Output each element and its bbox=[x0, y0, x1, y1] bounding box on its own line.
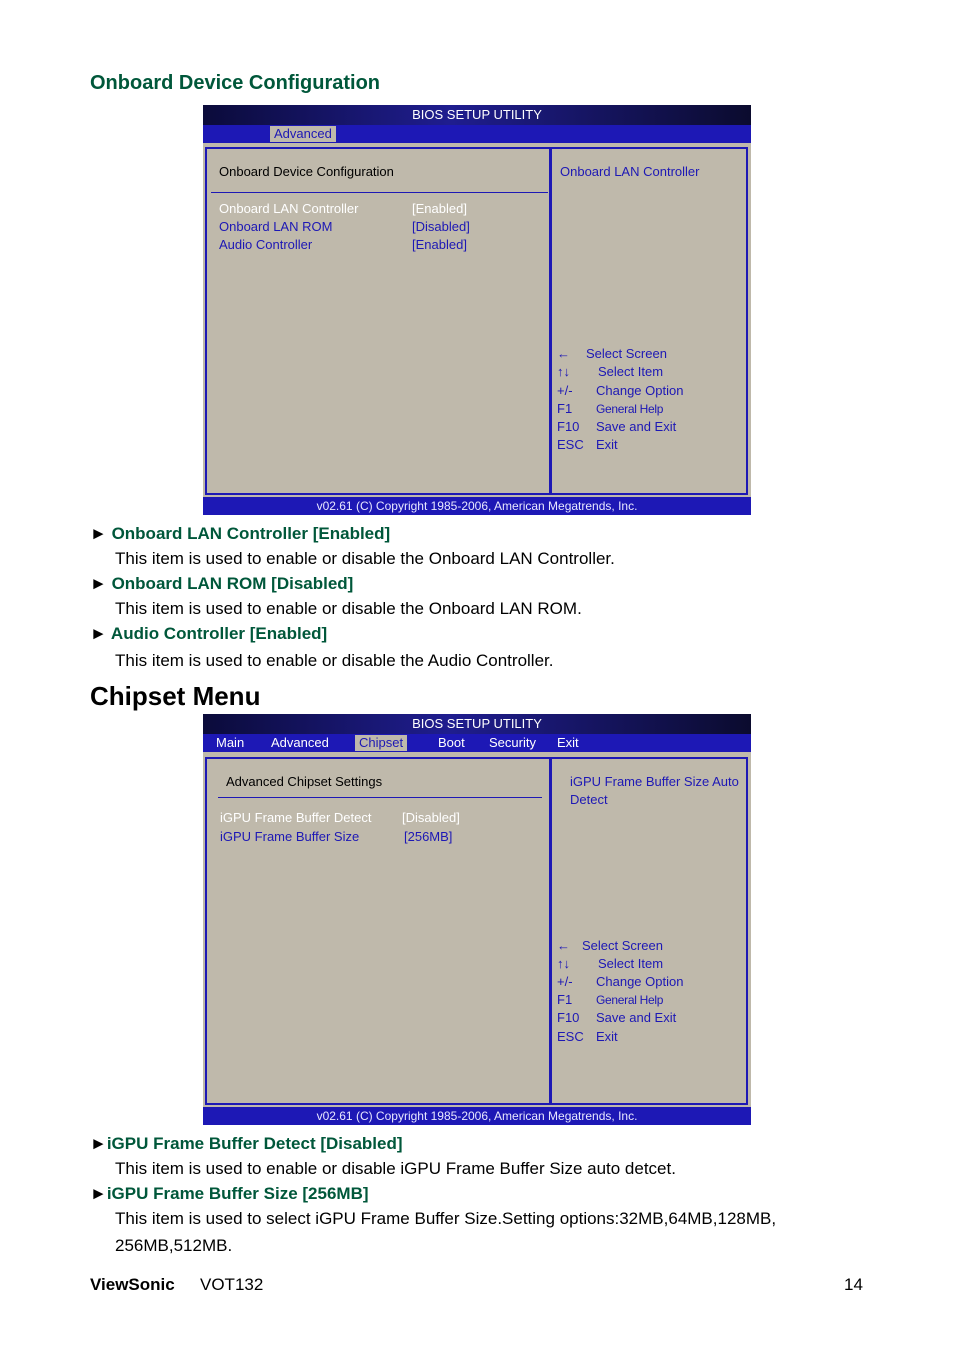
tab-boot[interactable]: Boot bbox=[438, 735, 465, 750]
tab-main[interactable]: Main bbox=[216, 735, 245, 750]
desc-title-igpu-frame-buffer-size: ►iGPU Frame Buffer Size [256MB] bbox=[90, 1184, 369, 1203]
bios-copyright-footer: v02.61 (C) Copyright 1985-2006, American Megatrends, Inc. bbox=[203, 497, 751, 515]
desc-title-onboard-lan-controller: ► Onboard LAN Controller [Enabled] bbox=[90, 524, 391, 543]
bios-screen-chipset bbox=[203, 714, 751, 1125]
arrow-bullet-icon: ► bbox=[90, 1134, 107, 1153]
panel-heading: Advanced Chipset Settings bbox=[226, 774, 383, 789]
key-f10: F10 bbox=[557, 419, 580, 434]
key-esc: ESC bbox=[557, 1029, 584, 1044]
footer-brand: ViewSonic bbox=[90, 1275, 175, 1294]
arrow-bullet-icon: ► bbox=[90, 524, 107, 543]
key-action-select-item: Select Item bbox=[598, 364, 664, 379]
option-onboard-lan-controller[interactable]: Onboard LAN Controller bbox=[219, 201, 359, 216]
value-onboard-lan-controller[interactable]: [Enabled] bbox=[412, 201, 467, 216]
panel-heading: Onboard Device Configuration bbox=[219, 164, 394, 179]
divider bbox=[211, 192, 548, 193]
key-action-save-exit: Save and Exit bbox=[596, 1010, 677, 1025]
value-audio-controller[interactable]: [Enabled] bbox=[412, 237, 467, 252]
key-action-select-screen: Select Screen bbox=[586, 346, 667, 361]
desc-text-onboard-lan-controller: This item is used to enable or disable the Onboard LAN Controller. bbox=[115, 549, 615, 568]
tab-security[interactable]: Security bbox=[489, 735, 536, 750]
help-text-line1: iGPU Frame Buffer Size Auto bbox=[570, 774, 739, 789]
bios-screen-onboard bbox=[203, 105, 751, 515]
bios-copyright-footer: v02.61 (C) Copyright 1985-2006, American Megatrends, Inc. bbox=[203, 1107, 751, 1125]
section-title-onboard-device: Onboard Device Configuration bbox=[90, 72, 381, 94]
key-action-exit: Exit bbox=[596, 1029, 618, 1044]
key-up-down: ↑↓ bbox=[557, 364, 570, 379]
key-plus-minus: +/- bbox=[557, 974, 573, 989]
bios-title-bar: BIOS SETUP UTILITY bbox=[203, 714, 751, 734]
bios-left-panel bbox=[205, 147, 551, 495]
key-esc: ESC bbox=[557, 437, 584, 452]
key-action-save-exit: Save and Exit bbox=[596, 419, 677, 434]
arrow-bullet-icon: ► bbox=[90, 574, 107, 593]
value-onboard-lan-rom[interactable]: [Disabled] bbox=[412, 219, 470, 234]
footer-model: VOT132 bbox=[200, 1275, 264, 1294]
key-action-general-help: General Help bbox=[596, 993, 664, 1007]
help-text-line2: Detect bbox=[570, 792, 608, 807]
key-left-arrow: ← bbox=[557, 938, 570, 953]
bios-help-panel bbox=[550, 757, 748, 1105]
key-left-arrow: ← bbox=[557, 346, 570, 361]
tab-advanced[interactable]: Advanced bbox=[271, 735, 329, 750]
key-action-select-screen: Select Screen bbox=[582, 938, 663, 953]
key-action-select-item: Select Item bbox=[598, 956, 664, 971]
key-up-down: ↑↓ bbox=[557, 956, 570, 971]
bios-title-bar: BIOS SETUP UTILITY bbox=[203, 105, 751, 125]
key-f10: F10 bbox=[557, 1010, 580, 1025]
option-igpu-frame-buffer-size[interactable]: iGPU Frame Buffer Size bbox=[220, 829, 360, 844]
divider bbox=[218, 797, 542, 798]
section-title-chipset-menu: Chipset Menu bbox=[90, 681, 261, 711]
desc-title-onboard-lan-rom: ► Onboard LAN ROM [Disabled] bbox=[90, 574, 354, 593]
value-igpu-frame-buffer-size[interactable]: [256MB] bbox=[404, 829, 453, 844]
bios-left-panel bbox=[205, 757, 551, 1105]
bios-help-panel bbox=[550, 147, 748, 495]
desc-title-audio-controller: ► Audio Controller [Enabled] bbox=[90, 624, 328, 643]
tab-advanced[interactable]: Advanced bbox=[270, 126, 336, 142]
option-onboard-lan-rom[interactable]: Onboard LAN ROM bbox=[219, 219, 333, 234]
desc-text-igpu-frame-buffer-detect: This item is used to enable or disable iGPU Frame Buffer Size auto detcet. bbox=[115, 1159, 676, 1178]
bios-menu-bar bbox=[203, 125, 751, 143]
desc-text-audio-controller: This item is used to enable or disable the Audio Controller. bbox=[115, 651, 554, 670]
key-action-general-help: General Help bbox=[596, 402, 664, 416]
option-igpu-frame-buffer-detect[interactable]: iGPU Frame Buffer Detect bbox=[220, 810, 372, 825]
desc-text-igpu-frame-buffer-size-line1: This item is used to select iGPU Frame Buffer Size.Setting options:32MB,64MB,128MB, bbox=[115, 1209, 777, 1228]
desc-text-igpu-frame-buffer-size-line2: 256MB,512MB. bbox=[115, 1236, 233, 1255]
key-f1: F1 bbox=[557, 992, 573, 1007]
arrow-bullet-icon: ► bbox=[90, 1184, 107, 1203]
key-action-exit: Exit bbox=[596, 437, 618, 452]
value-igpu-frame-buffer-detect[interactable]: [Disabled] bbox=[402, 810, 460, 825]
tab-chipset[interactable]: Chipset bbox=[355, 735, 407, 751]
tab-exit[interactable]: Exit bbox=[557, 735, 579, 750]
option-audio-controller[interactable]: Audio Controller bbox=[219, 237, 313, 252]
bios-menu-bar bbox=[203, 734, 751, 752]
desc-text-onboard-lan-rom: This item is used to enable or disable the Onboard LAN ROM. bbox=[115, 599, 582, 618]
help-text: Onboard LAN Controller bbox=[560, 164, 700, 179]
key-action-change-option: Change Option bbox=[596, 974, 684, 989]
key-action-change-option: Change Option bbox=[596, 383, 684, 398]
key-f1: F1 bbox=[557, 401, 573, 416]
arrow-bullet-icon: ► bbox=[90, 624, 107, 643]
page-number: 14 bbox=[844, 1275, 863, 1294]
key-plus-minus: +/- bbox=[557, 383, 573, 398]
desc-title-igpu-frame-buffer-detect: ►iGPU Frame Buffer Detect [Disabled] bbox=[90, 1134, 403, 1153]
